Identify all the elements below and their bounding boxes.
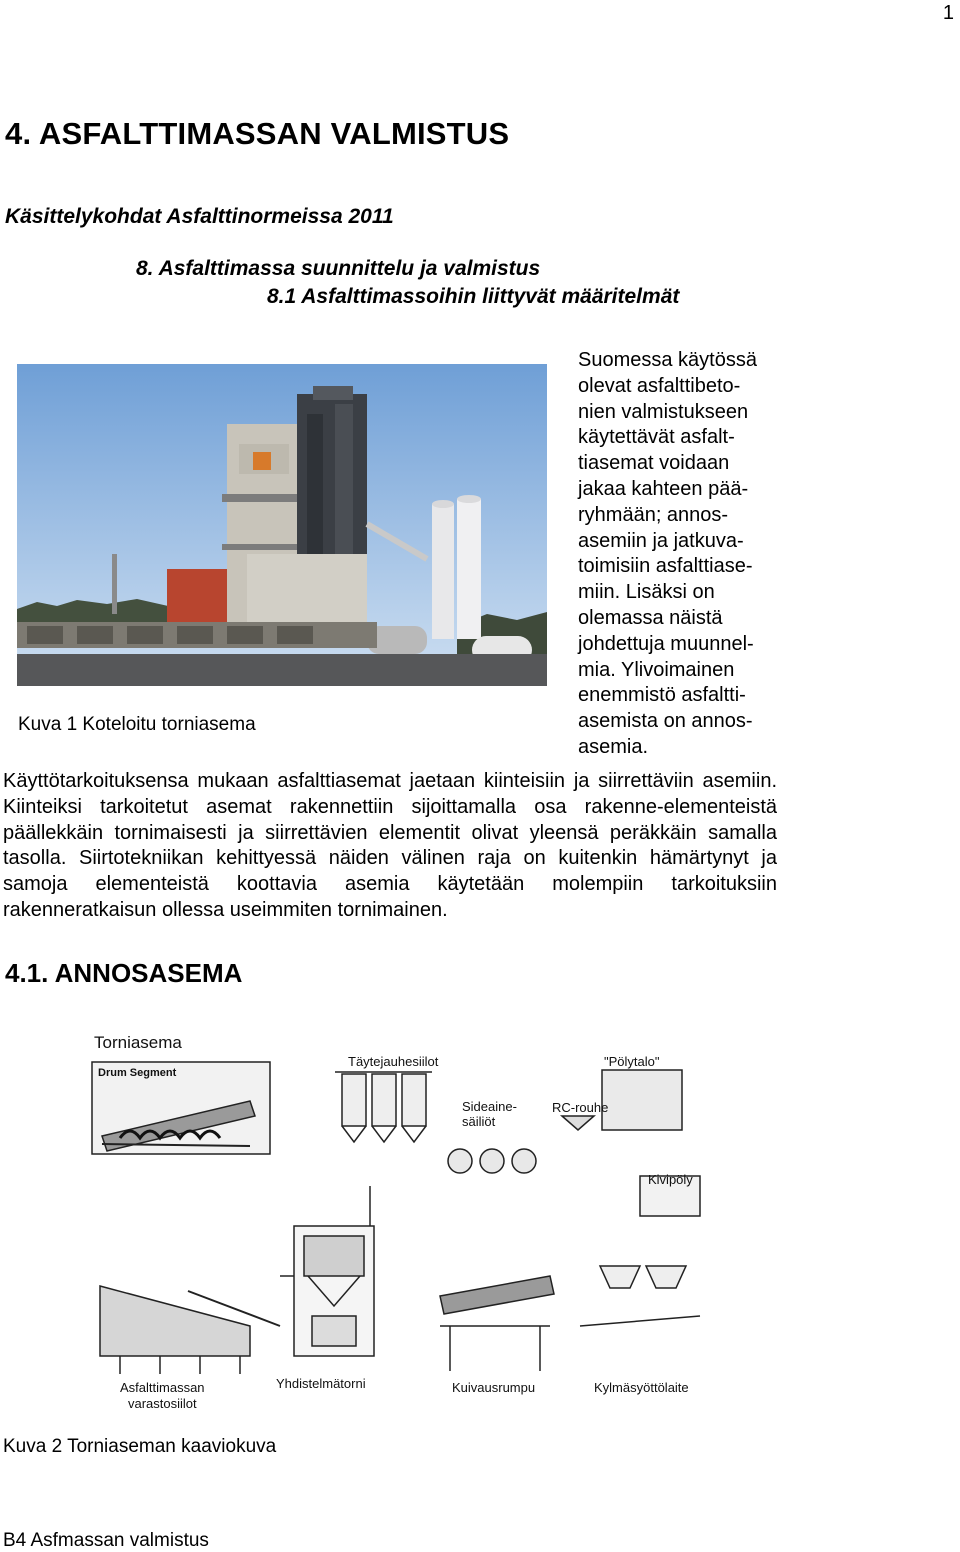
reference-line-1: 8. Asfalttimassa suunnittelu ja valmistus: [136, 257, 541, 280]
side-text-line: asemiin ja jatkuva-: [578, 529, 744, 552]
bag-house-label: "Pölytalo": [604, 1054, 660, 1069]
dryer-drum: [440, 1276, 554, 1371]
figure-1-caption: Kuva 1 Koteloitu torniasema: [18, 714, 256, 735]
storage-silos-label-1: Asfalttimassan: [120, 1380, 205, 1395]
asphalt-plant-photo: [17, 364, 547, 686]
side-text-column: [578, 348, 777, 761]
binder-tanks-label-2: säiliöt: [462, 1114, 496, 1129]
side-text-line: mia. Ylivoimainen: [578, 658, 735, 681]
side-text-line: olemassa näistä: [578, 606, 723, 629]
cold-feed-label: Kylmäsyöttölaite: [594, 1380, 689, 1395]
side-text-line: jakaa kahteen pää-: [578, 477, 749, 500]
bag-house: [602, 1070, 682, 1130]
tower-plant-diagram: [80, 1026, 720, 1416]
page-title: 4. ASFALTTIMASSAN VALMISTUS: [5, 116, 510, 151]
rc-hopper: [562, 1116, 594, 1130]
storage-silos-label-2: varastosiilot: [128, 1396, 197, 1411]
binder-tanks: [448, 1149, 536, 1173]
side-text-line: Suomessa käytössä: [578, 349, 757, 371]
side-text-line: asemia.: [578, 735, 649, 758]
side-text-line: johdettuja muunnel-: [578, 632, 754, 655]
rc-rouhe-label: RC-rouhe: [552, 1100, 609, 1115]
storage-silos: [100, 1286, 280, 1374]
page-footer: B4 Asfmassan valmistus: [3, 1530, 209, 1551]
side-text-line: toimisiin asfalttiase-: [578, 555, 753, 578]
stone-dust-label: Kivipöly: [648, 1172, 693, 1187]
page-number: 1: [942, 2, 954, 24]
filler-silos: [335, 1072, 432, 1142]
side-text-line: nien valmistukseen: [578, 400, 749, 423]
side-text-line: asemista on annos-: [578, 710, 753, 733]
filler-silos-label: Täytejauhesiilot: [348, 1054, 439, 1069]
figure-2-caption: Kuva 2 Torniaseman kaaviokuva: [3, 1436, 277, 1457]
body-paragraph: Käyttötarkoituksensa mukaan asfalttiasemat jaetaan kiinteisiin ja siirrettäviin asemiin. Kiinteiksi tarkoitetut asemat rakennettiin sijoittamalla osa rakenne-elementeistä päällekkäin tornimaisesti ja siirrettävien elementit olivat yleensä peräkkäin samalla tasolla. Siirtotekniikan kehittyessä näiden välinen raja on kuitenkin hämärtynyt ja samoja elementeistä koottavia asemia käytetään molempiin tarkoituksiin rakenneratkaisun ollessa useimmiten tornimainen.: [3, 770, 777, 921]
side-text-line: käytettävät asfalt-: [578, 426, 735, 449]
drum-segment-label: Drum Segment: [98, 1067, 177, 1079]
combined-tower-label: Yhdistelmätorni: [276, 1376, 366, 1391]
side-text-line: olevat asfalttibeto-: [578, 374, 741, 397]
combined-tower: [280, 1186, 374, 1356]
binder-tanks-label-1: Sideaine-: [462, 1099, 517, 1114]
subheading: Käsittelykohdat Asfalttinormeissa 2011: [5, 205, 394, 228]
side-text-line: enemmistö asfaltti-: [578, 684, 746, 707]
section-heading: 4.1. ANNOSASEMA: [5, 958, 243, 988]
side-text-line: miin. Lisäksi on: [578, 581, 715, 604]
side-text-line: tiasemat voidaan: [578, 452, 730, 475]
cold-feed-bins: [580, 1266, 700, 1326]
dryer-drum-label: Kuivausrumpu: [452, 1380, 536, 1395]
diagram-title: Torniasema: [94, 1033, 182, 1052]
side-text-line: ryhmään; annos-: [578, 503, 729, 526]
reference-line-2: 8.1 Asfalttimassoihin liittyvät määritelmät: [267, 285, 680, 308]
